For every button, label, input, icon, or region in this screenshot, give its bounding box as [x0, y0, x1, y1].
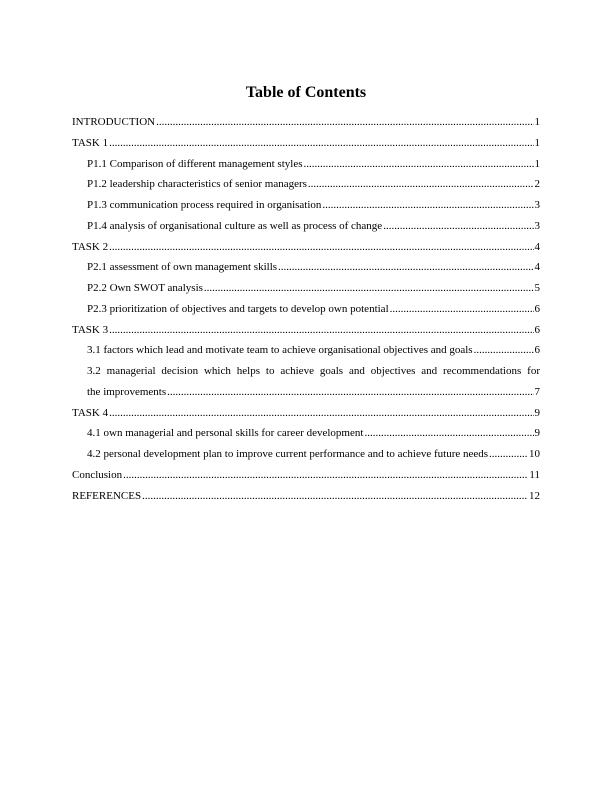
toc-entry-task-4[interactable]	[72, 407, 540, 428]
toc-entry-text: Conclusion	[72, 468, 123, 481]
dot-leader	[489, 448, 528, 460]
toc-entry-text: 4.1 own managerial and personal skills for career development	[87, 427, 364, 440]
toc-entry-text: P1.4 analysis of organisational culture as well as process of change	[87, 219, 383, 232]
dot-leader	[474, 344, 534, 356]
dot-leader	[364, 427, 533, 439]
toc-entry-task-2[interactable]	[72, 241, 540, 262]
toc-page-number: 11	[529, 468, 540, 481]
dot-leader	[278, 261, 533, 273]
toc-entry-text: TASK 1	[72, 136, 109, 149]
toc-page-number: 6	[534, 323, 540, 336]
toc-entry-task-1[interactable]	[72, 137, 540, 158]
toc-entry-text: P2.2 Own SWOT analysis	[87, 282, 203, 294]
toc-entry-text: P2.1 assessment of own management skills	[87, 261, 278, 274]
toc-entry-p1-1[interactable]	[72, 158, 540, 179]
toc-page-number: 9	[534, 406, 540, 419]
toc-entry-task-3[interactable]	[72, 324, 540, 345]
toc-entry-3-1[interactable]	[72, 344, 540, 365]
toc-page-number: 6	[534, 302, 540, 315]
dot-leader	[390, 303, 534, 315]
toc-page-number: 5	[534, 282, 540, 294]
toc-entry-text: INTRODUCTION	[72, 116, 156, 128]
dot-leader	[322, 199, 533, 211]
toc-entry-text: 4.2 personal development plan to improve current performance and to achieve future needs	[87, 448, 489, 460]
toc-page-number: 1	[534, 136, 540, 149]
toc-entry-text: TASK 4	[72, 406, 109, 419]
dot-leader	[109, 241, 533, 253]
toc-page-number: 2	[534, 178, 540, 191]
toc-entry-references[interactable]	[72, 490, 540, 511]
toc-entry-text: P1.2 leadership characteristics of senior managers	[87, 178, 307, 191]
toc-entry-4-1[interactable]	[72, 427, 540, 448]
dot-leader	[109, 137, 533, 149]
toc-entry-introduction[interactable]	[72, 116, 540, 137]
toc-entry-text: P2.3 prioritization of objectives and targets to develop own potential	[87, 302, 389, 315]
dot-leader	[383, 220, 533, 232]
toc-page-number: 10	[529, 448, 540, 460]
toc-entry-text: P1.1 Comparison of different management styles	[87, 157, 303, 170]
toc-page-number: 9	[534, 427, 540, 440]
toc-page-number: 1	[534, 116, 540, 128]
table-of-contents	[72, 116, 540, 510]
dot-leader	[109, 324, 533, 336]
toc-page-number: 4	[534, 261, 540, 274]
toc-title: Table of Contents	[245, 84, 367, 101]
toc-entry-conclusion[interactable]	[72, 469, 540, 490]
toc-page-number: 6	[534, 344, 540, 357]
toc-entry-p2-1[interactable]	[72, 261, 540, 282]
toc-page-number: 1	[534, 157, 540, 170]
dot-leader	[204, 282, 534, 294]
toc-entry-text: TASK 2	[72, 240, 109, 253]
toc-page-number: 12	[529, 489, 540, 502]
toc-page-number: 3	[534, 199, 540, 211]
dot-leader	[109, 407, 533, 419]
dot-leader	[303, 158, 533, 170]
toc-entry-text: REFERENCES	[72, 489, 142, 502]
toc-entry-4-2[interactable]	[72, 448, 540, 469]
dot-leader	[167, 386, 533, 398]
dot-leader	[308, 178, 534, 190]
toc-entry-text: 3.1 factors which lead and motivate team to achieve organisational objectives and goals	[87, 344, 473, 357]
toc-entry-3-2-line-2[interactable]	[72, 386, 540, 407]
toc-page-number: 4	[534, 240, 540, 253]
toc-entry-p1-4[interactable]	[72, 220, 540, 241]
dot-leader	[142, 490, 528, 502]
toc-entry-p1-2[interactable]	[72, 178, 540, 199]
toc-entry-3-2-line-1[interactable]	[72, 365, 540, 386]
toc-entry-text: P1.3 communication process required in organisation	[87, 199, 322, 211]
toc-entry-p2-2[interactable]	[72, 282, 540, 303]
toc-page-number: 3	[534, 219, 540, 232]
toc-entry-text: 3.2 managerial decision which helps to achieve goals and objectives and recommendations for	[87, 365, 540, 377]
toc-entry-text: the improvements	[87, 385, 167, 398]
toc-entry-p1-3[interactable]	[72, 199, 540, 220]
toc-entry-p2-3[interactable]	[72, 303, 540, 324]
toc-entry-text: TASK 3	[72, 323, 109, 336]
dot-leader	[156, 116, 533, 128]
toc-page-number: 7	[534, 385, 540, 398]
dot-leader	[123, 469, 528, 481]
